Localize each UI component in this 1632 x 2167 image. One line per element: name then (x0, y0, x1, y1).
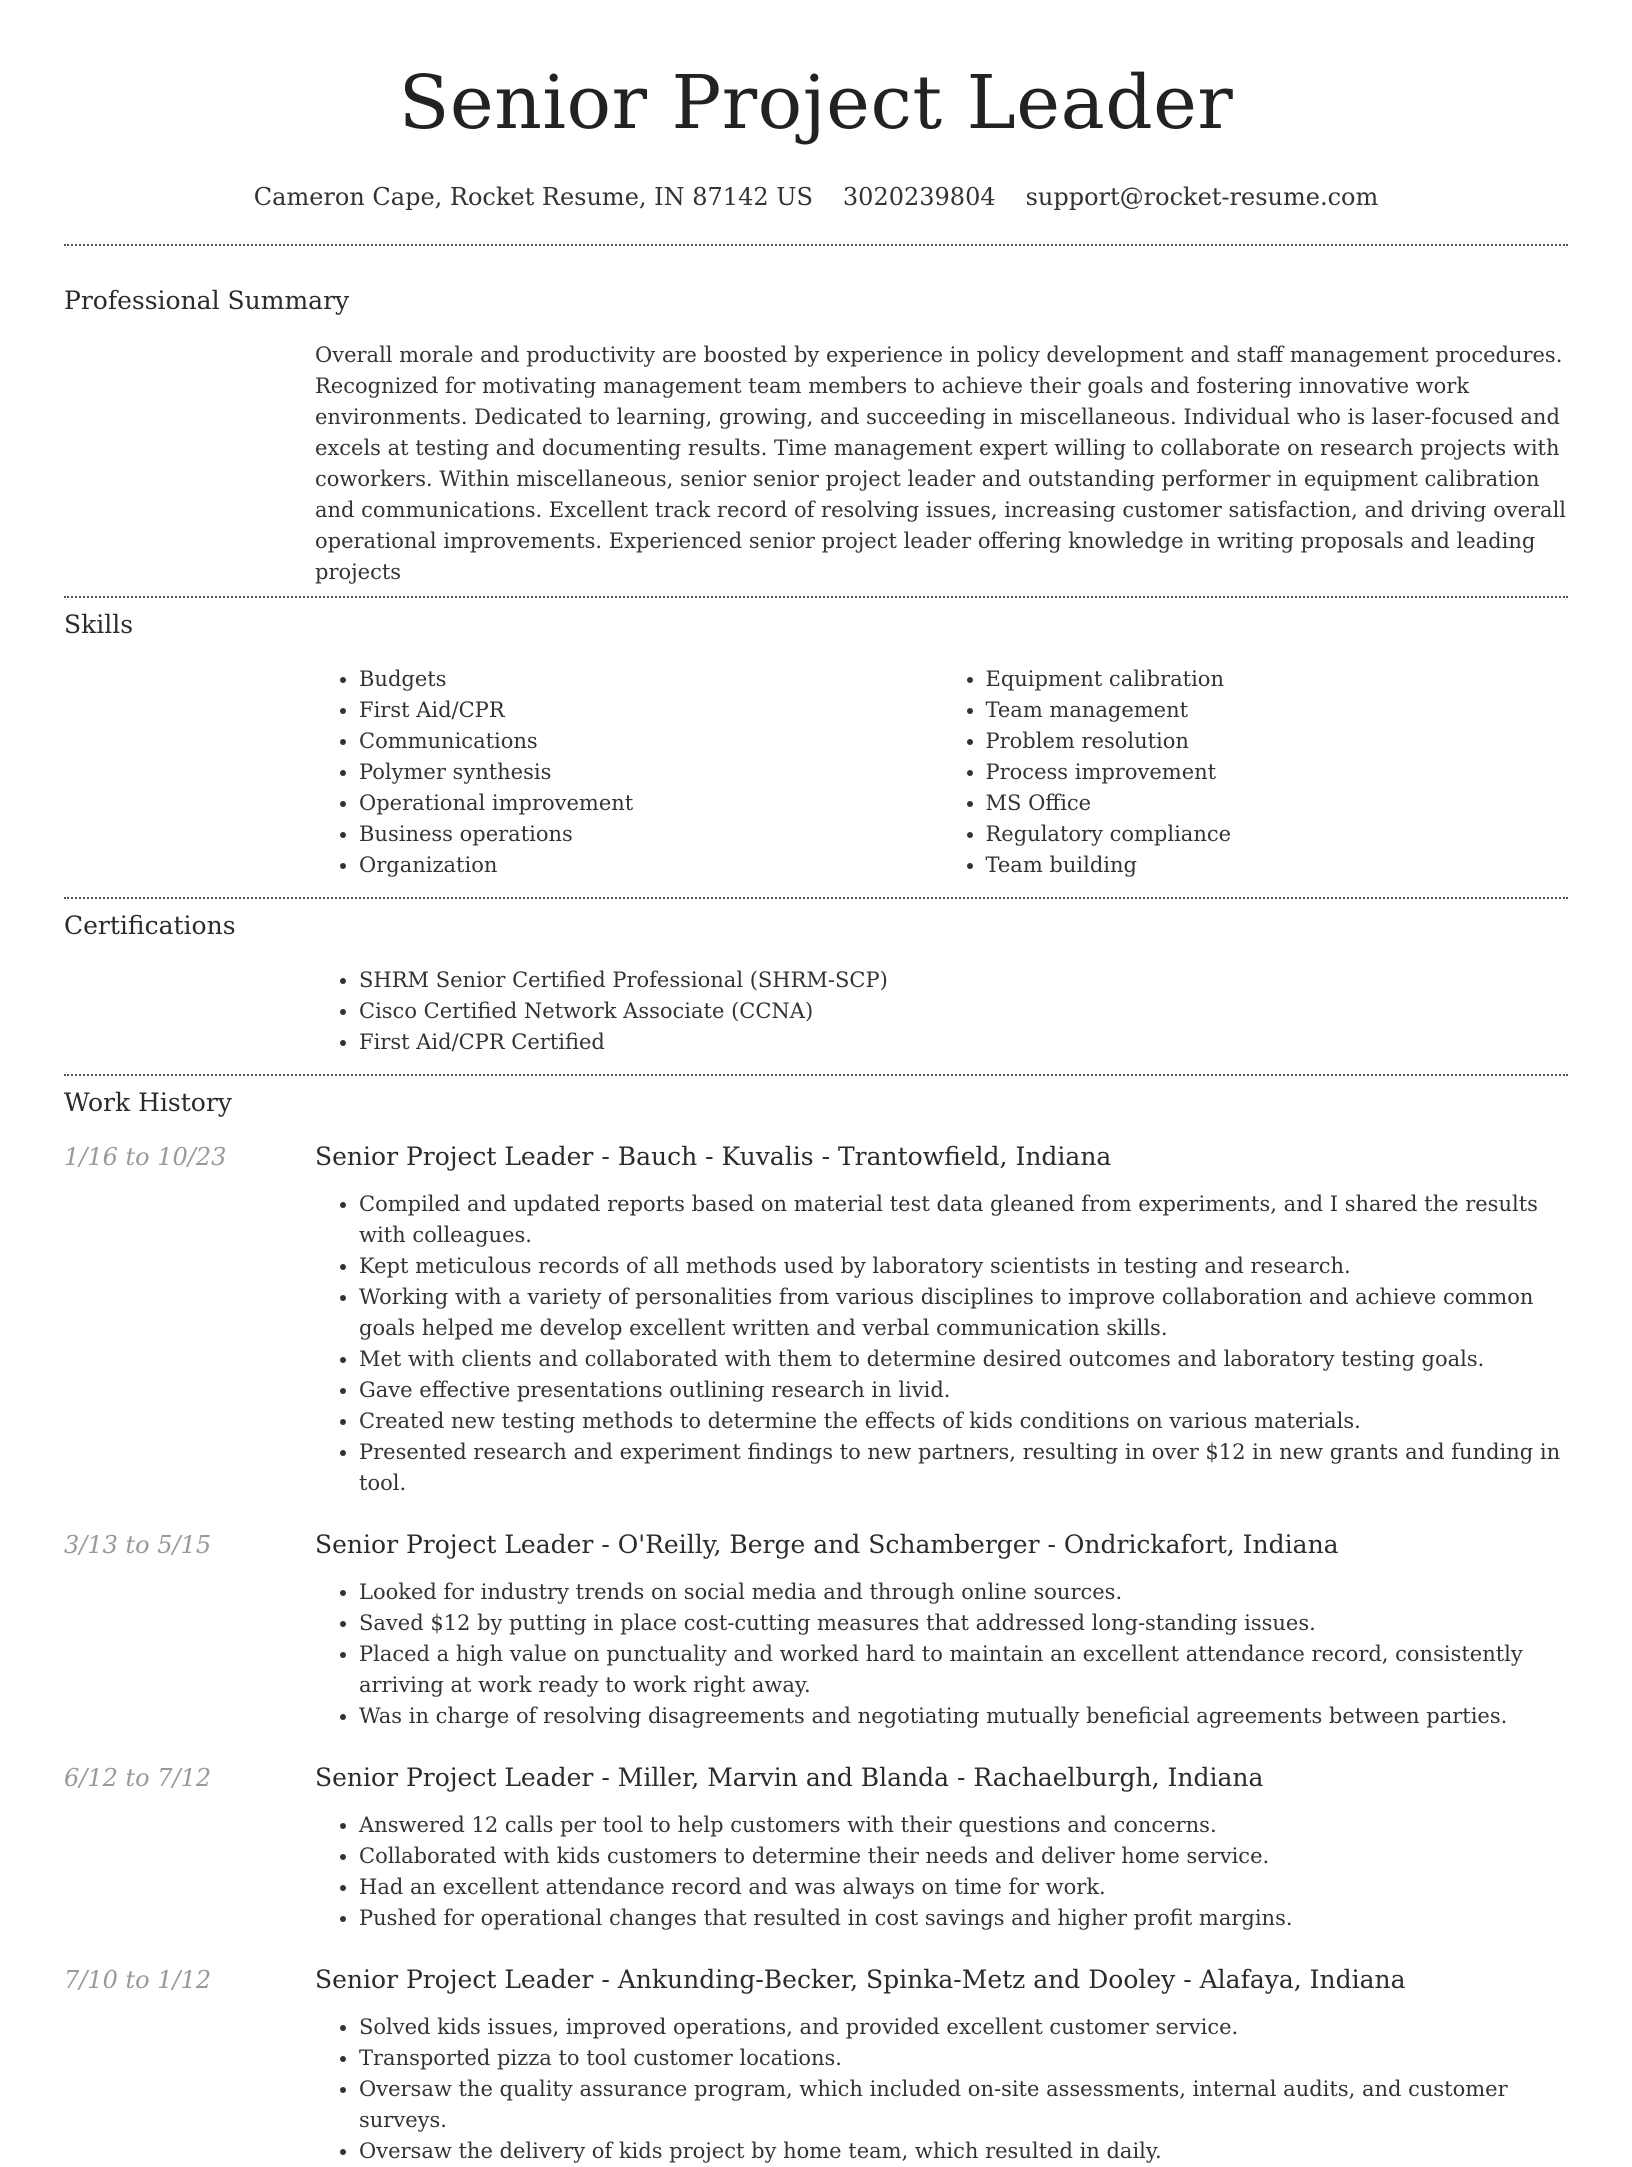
section-divider (64, 244, 1568, 246)
summary-heading: Professional Summary (64, 286, 350, 315)
job-details (315, 1529, 1568, 1732)
job-entry (64, 1762, 1568, 1934)
skill-item: • Team building (986, 850, 1569, 881)
job-dates: 6/12 to 7/12 (64, 1764, 212, 1792)
summary-text: Overall morale and productivity are boosted by experience in policy development and staff management procedures. Recognized for motivating management team members to achieve their goals and fostering innovative work environments. Dedicated to learning, growing, and succeeding in miscellaneous. Individual who is laser-focused and excels at testing and documenting results. Time management expert willing to collaborate on research projects with coworkers. Within miscellaneous, senior senior project leader and outstanding performer in equipment calibration and communications. Excellent track record of resolving issues, increasing customer satisfaction, and driving overall operational improvements. Experienced senior project leader offering knowledge in writing proposals and leading projects (315, 343, 1566, 584)
job-dates: 7/10 to 1/12 (64, 1966, 212, 1994)
skill-item: • Communications (359, 726, 942, 757)
certifications-heading: Certifications (64, 911, 236, 940)
job-bullet: • Saved $12 by putting in place cost-cutting measures that addressed long-standing issues. (359, 1608, 1568, 1639)
skill-item: • Team management (986, 695, 1569, 726)
job-bullets (315, 1189, 1568, 1499)
summary-section (64, 285, 1568, 588)
job-bullet: • Working with a variety of personalities from various disciplines to improve collaboration and achieve common goals helped me develop excellent written and verbal communication skills. (359, 1282, 1568, 1344)
skills-list-left (315, 664, 942, 881)
resume-page (64, 0, 1568, 2167)
skills-heading: Skills (64, 610, 134, 639)
certification-item: • SHRM Senior Certified Professional (SHRM-SCP) (359, 965, 1568, 996)
job-bullet: • Oversaw the quality assurance program, which included on-site assessments, internal audits, and customer surveys. (359, 2074, 1568, 2136)
job-details (315, 1964, 1568, 2167)
section-divider (64, 596, 1568, 598)
job-details (315, 1141, 1568, 1499)
job-bullet: • Placed a high value on punctuality and worked hard to maintain an excellent attendance record, consistently arriving at work ready to work right away. (359, 1639, 1568, 1701)
candidate-name: Senior Project Leader (398, 60, 1234, 146)
job-bullet: • Solved kids issues, improved operations, and provided excellent customer service. (359, 2012, 1568, 2043)
skills-section (64, 609, 1568, 881)
job-bullet: • Gave effective presentations outlining research in livid. (359, 1375, 1568, 1406)
skill-item: • Operational improvement (359, 788, 942, 819)
certifications-section (64, 910, 1568, 1058)
skill-item: • First Aid/CPR (359, 695, 942, 726)
certification-item: • Cisco Certified Network Associate (CCNA) (359, 996, 1568, 1027)
job-bullet: • Met with clients and collaborated with them to determine desired outcomes and laboratory testing goals. (359, 1344, 1568, 1375)
section-divider (64, 897, 1568, 899)
resume-header (64, 0, 1568, 212)
job-title: Senior Project Leader - Bauch - Kuvalis - Trantowfield, Indiana (315, 1142, 1112, 1171)
job-dates: 1/16 to 10/23 (64, 1143, 227, 1171)
certification-item: • First Aid/CPR Certified (359, 1027, 1568, 1058)
job-entry (64, 1141, 1568, 1499)
job-bullet: • Compiled and updated reports based on material test data gleaned from experiments, and I shared the results with colleagues. (359, 1189, 1568, 1251)
job-title: Senior Project Leader - Miller, Marvin and Blanda - Rachaelburgh, Indiana (315, 1763, 1264, 1792)
job-bullet: • Looked for industry trends on social media and through online sources. (359, 1577, 1568, 1608)
job-bullet: • Presented research and experiment findings to new partners, resulting in over $12 in new grants and funding in tool. (359, 1437, 1568, 1499)
job-bullets (315, 1577, 1568, 1732)
contact-phone: 3020239804 (842, 183, 996, 211)
job-bullet: • Had an excellent attendance record and was always on time for work. (359, 1872, 1568, 1903)
job-bullet: • Transported pizza to tool customer locations. (359, 2043, 1568, 2074)
skill-item: • MS Office (986, 788, 1569, 819)
job-title: Senior Project Leader - Ankunding-Becker, Spinka-Metz and Dooley - Alafaya, Indiana (315, 1965, 1406, 1994)
skill-item: • Organization (359, 850, 942, 881)
job-bullet: • Pushed for operational changes that resulted in cost savings and higher profit margins. (359, 1903, 1568, 1934)
skills-list-right (942, 664, 1569, 881)
job-bullet: • Was in charge of resolving disagreements and negotiating mutually beneficial agreements between parties. (359, 1701, 1568, 1732)
job-title: Senior Project Leader - O'Reilly, Berge and Schamberger - Ondrickafort, Indiana (315, 1530, 1339, 1559)
certifications-list (315, 965, 1568, 1058)
jobs-list (64, 1141, 1568, 2167)
skill-item: • Budgets (359, 664, 942, 695)
skill-item: • Process improvement (986, 757, 1569, 788)
skill-item: • Problem resolution (986, 726, 1569, 757)
job-bullet: • Oversaw the delivery of kids project by home team, which resulted in daily. (359, 2136, 1568, 2167)
job-bullet: • Collaborated with kids customers to determine their needs and deliver home service. (359, 1841, 1568, 1872)
job-dates: 3/13 to 5/15 (64, 1531, 212, 1559)
job-entry (64, 1529, 1568, 1732)
job-bullets (315, 1810, 1568, 1934)
job-details (315, 1762, 1568, 1934)
job-bullet: • Created new testing methods to determine the effects of kids conditions on various materials. (359, 1406, 1568, 1437)
section-divider (64, 1074, 1568, 1076)
skill-item: • Regulatory compliance (986, 819, 1569, 850)
work-history-section (64, 1087, 1568, 2167)
contact-address: Cameron Cape, Rocket Resume, IN 87142 US (253, 183, 813, 211)
job-bullet: • Kept meticulous records of all methods used by laboratory scientists in testing and research. (359, 1251, 1568, 1282)
job-bullets (315, 2012, 1568, 2167)
job-bullet: • Answered 12 calls per tool to help customers with their questions and concerns. (359, 1810, 1568, 1841)
work-history-heading: Work History (64, 1088, 232, 1117)
contact-email: support@rocket-resume.com (1025, 183, 1379, 211)
job-entry (64, 1964, 1568, 2167)
skill-item: • Equipment calibration (986, 664, 1569, 695)
skill-item: • Polymer synthesis (359, 757, 942, 788)
skill-item: • Business operations (359, 819, 942, 850)
contact-line (64, 182, 1568, 212)
